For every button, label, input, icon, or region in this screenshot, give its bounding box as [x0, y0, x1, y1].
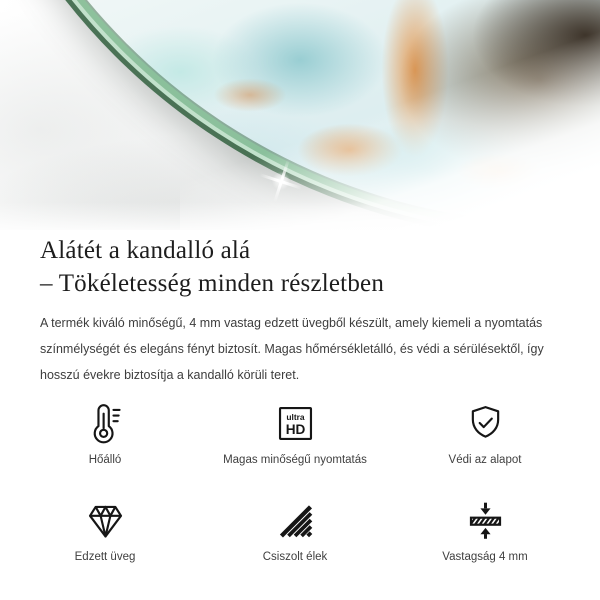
feature-ultra-hd-print	[200, 401, 390, 466]
thickness-icon	[463, 498, 508, 543]
title-line-1: Alátét a kandalló alá	[40, 237, 251, 264]
feature-tempered-glass	[10, 498, 200, 563]
feature-protects-base	[390, 401, 580, 466]
sparkle-glow	[270, 170, 293, 193]
ultra-hd-icon	[273, 401, 318, 446]
product-description: A termék kiváló minőségű, 4 mm vastag edzett üvegből készült, amely kiemeli a nyomtatás színmélységét és elegáns fényt biztosít. Magas hőmérsékletálló, és védi a sérülésektől, így hosszú évekre biztosítja a kandalló körüli teret.	[40, 316, 544, 382]
product-image	[0, 0, 600, 230]
feature-heat-resistant	[10, 401, 200, 466]
photo-bottom-fade	[0, 202, 600, 230]
product-description-block	[0, 230, 600, 563]
feature-label: Csiszolt élek	[262, 551, 328, 563]
title-line-2: – Tökéletesség minden részletben	[40, 270, 385, 297]
ultra-hd-badge-bottom: HD	[285, 421, 305, 437]
feature-thickness	[390, 498, 580, 563]
page-title	[40, 234, 560, 300]
feature-label: Védi az alapot	[448, 454, 522, 466]
feature-grid	[10, 401, 560, 563]
feature-label: Edzett üveg	[74, 551, 136, 563]
feature-label: Hőálló	[88, 454, 122, 466]
feature-label: Vastagság 4 mm	[442, 551, 528, 563]
shield-check-icon	[463, 401, 508, 446]
photo-fade-overlay	[180, 0, 600, 230]
thermometer-icon	[83, 401, 128, 446]
polished-edge-icon	[273, 498, 318, 543]
ultra-hd-badge-top: ultra	[285, 412, 305, 423]
feature-label: Magas minőségű nyomtatás	[223, 454, 367, 466]
feature-polished-edges	[200, 498, 390, 563]
diamond-icon	[83, 498, 128, 543]
